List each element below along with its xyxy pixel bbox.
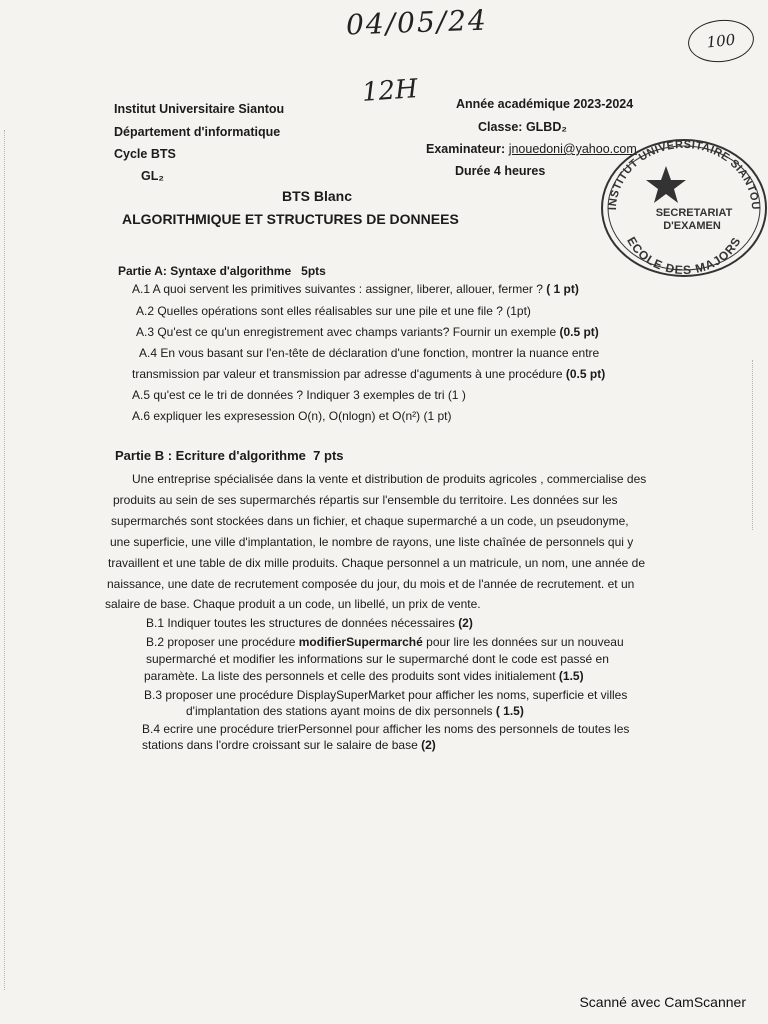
svg-text:INSTITUT UNIVERSITAIRE SIANTOU bbox=[607, 139, 761, 211]
academic-year: Année académique 2023-2024 bbox=[456, 97, 634, 111]
question-A5: A.5 qu'est ce le tri de données ? Indiquer 3 exemples de tri (1 ) bbox=[132, 388, 466, 402]
partA-heading-text: Partie A: Syntaxe d'algorithme bbox=[118, 264, 292, 278]
score-value: 100 bbox=[705, 30, 737, 52]
department-name: Département d'informatique bbox=[114, 125, 281, 139]
examiner-email: jnouedoni@yahoo.com bbox=[508, 142, 637, 156]
partB-intro-line7: salaire de base. Chaque produit a un code, un libellé, un prix de vente. bbox=[105, 597, 481, 611]
question-A6: A.6 expliquer les expresession O(n), O(nlogn) et O(n²) (1 pt) bbox=[132, 409, 452, 423]
partB-intro-line5: travaillent et une table de dix mille produits. Chaque personnel a un matricule, un nom, une année de bbox=[108, 556, 646, 570]
exam-title: BTS Blanc bbox=[282, 188, 353, 204]
examiner-label: Examinateur: bbox=[426, 142, 506, 156]
partA-points: 5pts bbox=[301, 264, 326, 278]
handwritten-time: 12H bbox=[361, 74, 419, 108]
question-B3-line1: B.3 proposer une procédure DisplaySuperMarket pour afficher les noms, superficie et villes bbox=[144, 688, 628, 702]
question-B2-line3: paramète. La liste des personnels et celle des produits sont vides initialement (1.5) bbox=[144, 669, 584, 683]
partB-intro-line3: supermarchés sont stockées dans un fichier, et chaque supermarché a un code, un pseudonyme, bbox=[111, 514, 629, 528]
scan-edge-left bbox=[4, 130, 11, 990]
question-B4-line1: B.4 ecrire une procédure trierPersonnel pour afficher les noms des personnels de toutes les bbox=[142, 722, 630, 736]
partA-heading bbox=[118, 264, 326, 278]
subject-title: ALGORITHMIQUE ET STRUCTURES DE DONNEES bbox=[122, 211, 459, 227]
camscanner-watermark: Scanné avec CamScanner bbox=[579, 994, 746, 1010]
question-B2-line1: B.2 proposer une procédure modifierSupermarché pour lire les données sur un nouveau bbox=[146, 635, 624, 649]
institute-name: Institut Universitaire Siantou bbox=[114, 102, 285, 116]
question-A3: A.3 Qu'est ce qu'un enregistrement avec champs variants? Fournir un exemple (0.5 pt) bbox=[136, 325, 599, 339]
question-B1: B.1 Indiquer toutes les structures de données nécessaires (2) bbox=[146, 616, 473, 630]
question-A1: A.1 A quoi servent les primitives suivantes : assigner, liberer, allouer, fermer ? ( 1 pt) bbox=[132, 282, 579, 296]
scan-edge-right bbox=[752, 360, 759, 530]
partB-intro-line2: produits au sein de ses supermarchés répartis sur l'ensemble du territoire. Les données sur les bbox=[113, 493, 618, 507]
handwritten-score bbox=[686, 17, 756, 66]
svg-text:ECOLE DES MAJORS bbox=[624, 234, 744, 277]
question-B2-line2: supermarché et modifier les informations sur le supermarché dont le code est passé en bbox=[146, 652, 609, 666]
duration-label: Durée 4 heures bbox=[455, 164, 546, 178]
level-label: GL₂ bbox=[141, 169, 164, 183]
stamp-center-line2: D'EXAMEN bbox=[663, 220, 721, 232]
cycle-label: Cycle BTS bbox=[114, 147, 176, 161]
partB-points: 7 pts bbox=[313, 448, 344, 463]
stamp-top-text: INSTITUT UNIVERSITAIRE SIANTOU bbox=[606, 138, 762, 211]
handwritten-date: 04/05/24 bbox=[345, 3, 489, 42]
exam-office-stamp bbox=[596, 132, 768, 278]
question-A2: A.2 Quelles opérations sont elles réalisables sur une pile et une file ? (1pt) bbox=[136, 304, 531, 318]
class-label: Classe: GLBD₂ bbox=[478, 120, 567, 134]
partB-intro-line1: Une entreprise spécialisée dans la vente et distribution de produits agricoles , commercialise des bbox=[132, 472, 647, 486]
question-A4-line1: A.4 En vous basant sur l'en-tête de déclaration d'une fonction, montrer la nuance entre bbox=[139, 346, 600, 360]
partB-heading bbox=[115, 448, 344, 463]
star-icon bbox=[646, 166, 686, 203]
question-B4-line2: stations dans l'ordre croissant sur le salaire de base (2) bbox=[142, 738, 436, 752]
partB-intro-line4: une superficie, une ville d'implantation, le nombre de rayons, une liste chaînée de personnels qui y bbox=[110, 535, 634, 549]
stamp-bottom-text: ECOLE DES MAJORS bbox=[624, 234, 744, 278]
stamp-center-line1: SECRETARIAT bbox=[655, 207, 733, 219]
question-B3-line2: d'implantation des stations ayant moins de dix personnels ( 1.5) bbox=[186, 704, 524, 718]
partB-heading-text: Partie B : Ecriture d'algorithme bbox=[115, 448, 306, 463]
partB-intro-line6: naissance, une date de recrutement composée du jour, du mois et de l'année de recrutement. et un bbox=[107, 577, 635, 591]
question-A4-line2: transmission par valeur et transmission par adresse d'aguments à une procédure (0.5 pt) bbox=[132, 367, 606, 381]
